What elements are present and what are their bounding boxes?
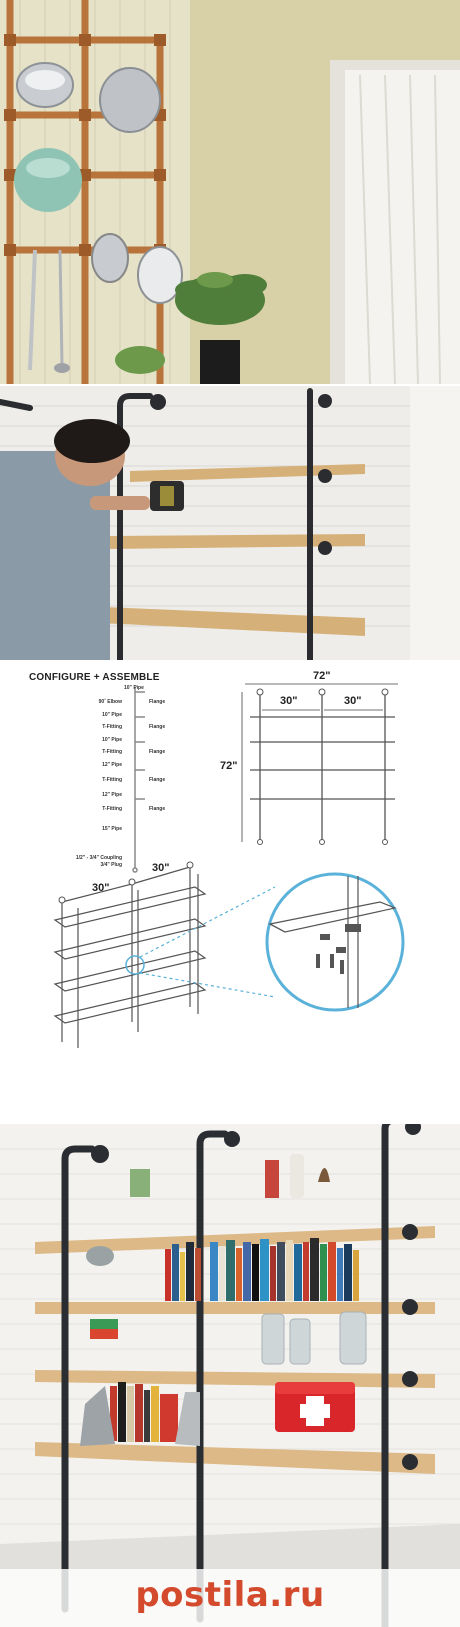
flange-label: Flange: [149, 699, 166, 705]
part-label: 10" Pipe: [102, 712, 122, 718]
width-dimension: 72": [313, 670, 331, 682]
assembly-illustration: [0, 386, 460, 660]
iso-span-left-dimension: 30": [92, 882, 110, 894]
flange-label: Flange: [149, 724, 166, 730]
part-label: 12" Pipe: [102, 762, 122, 768]
span-left-dimension: 30": [280, 695, 298, 707]
flange-label: Flange: [149, 777, 166, 783]
flange-label: Flange: [149, 806, 166, 812]
copper-rack-illustration: [0, 0, 460, 384]
photo-finished-shelf: [0, 1124, 460, 1627]
part-label: 10" Pipe: [102, 737, 122, 743]
part-label: 10" Pipe: [124, 685, 144, 691]
part-label: T-Fitting: [102, 749, 122, 755]
height-dimension: 72": [220, 760, 238, 772]
part-label: 1/2" - 3/4" Coupling: [75, 855, 122, 861]
iso-span-right-dimension: 30": [152, 862, 170, 874]
watermark-bar: [0, 1569, 460, 1627]
flange-label: Flange: [149, 749, 166, 755]
part-label: T-Fitting: [102, 806, 122, 812]
assembly-diagram: [0, 662, 460, 1122]
part-label: 90˚ Elbow: [98, 699, 122, 705]
watermark-text: postila.ru: [135, 1575, 325, 1615]
part-label: 12" Pipe: [102, 792, 122, 798]
part-label: 15" Pipe: [102, 826, 122, 832]
photo-assembling-shelves: [0, 386, 460, 660]
span-right-dimension: 30": [344, 695, 362, 707]
part-label: T-Fitting: [102, 724, 122, 730]
diagram-title: CONFIGURE + ASSEMBLE: [29, 672, 160, 683]
photo-copper-pot-rack: [0, 0, 460, 384]
part-label: 3/4" Plug: [100, 862, 122, 868]
diagram-drawing: [0, 662, 460, 1122]
finished-shelf-illustration: [0, 1124, 460, 1627]
part-label: T-Fitting: [102, 777, 122, 783]
